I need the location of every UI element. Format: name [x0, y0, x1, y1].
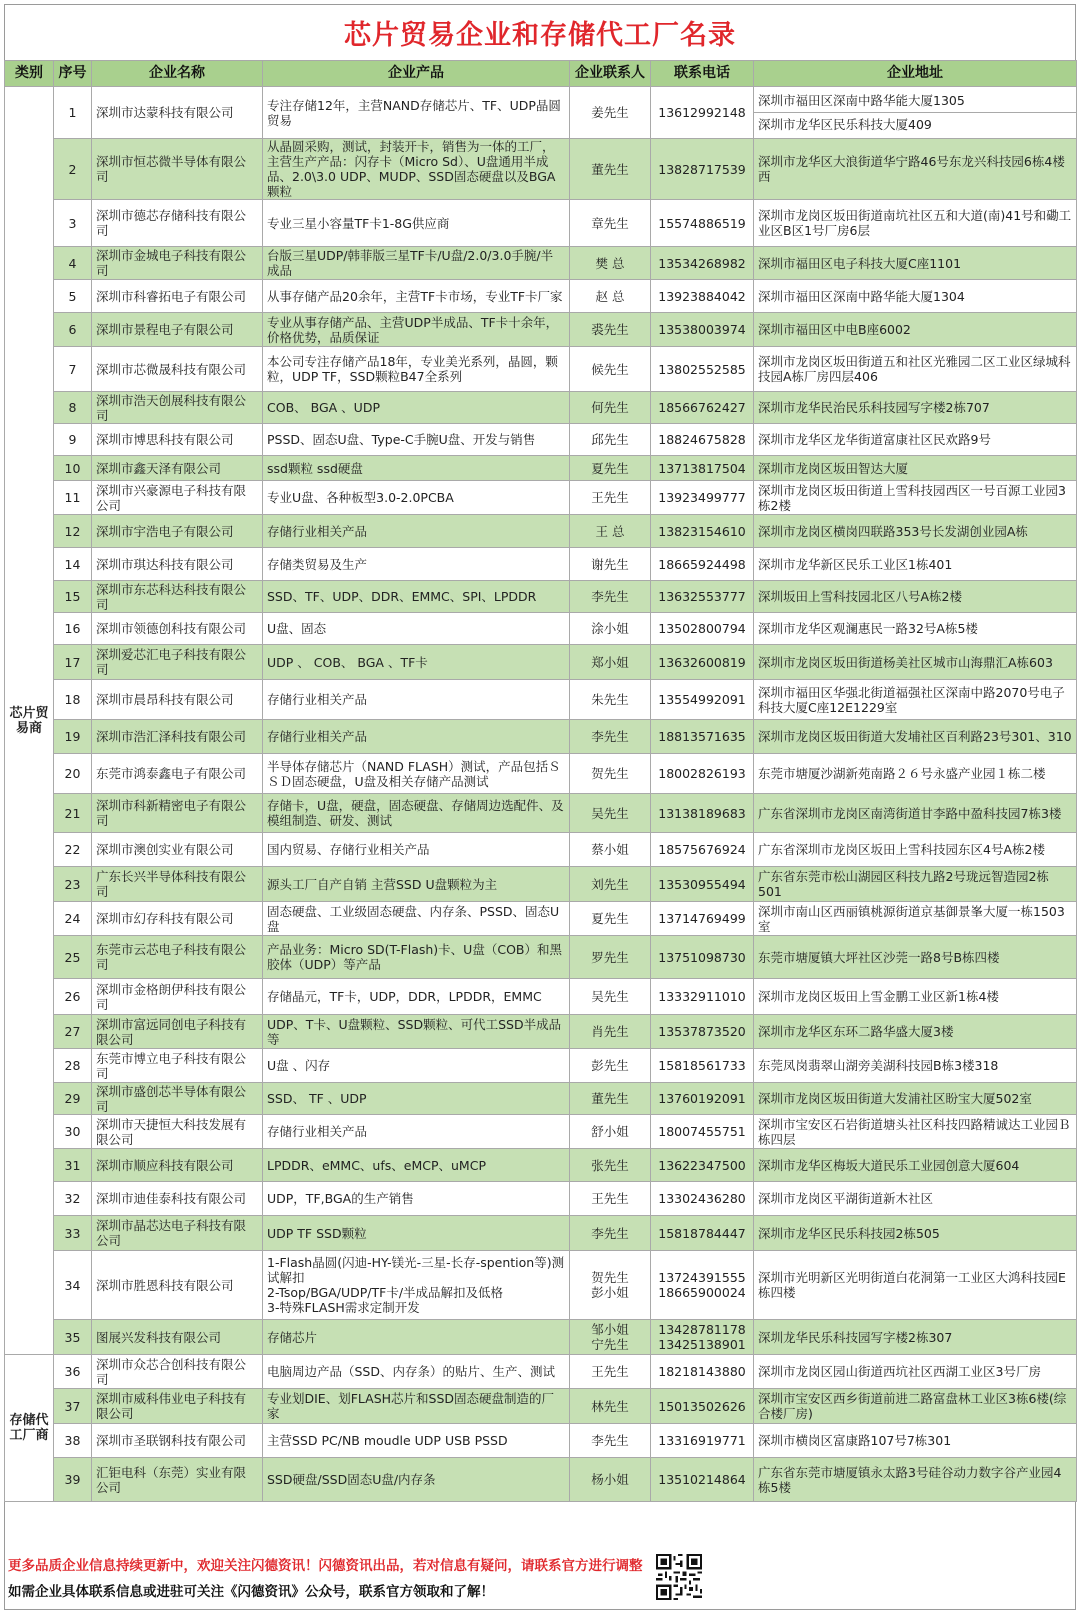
company-product: 主营SSD PC/NB moudle UDP USB PSSD — [263, 1424, 570, 1458]
company-product: 固态硬盘、工业级固态硬盘、内存条、PSSD、固态U盘 — [263, 902, 570, 936]
company-address: 深圳市光明新区光明街道白花洞第一工业区大鸿科技园E栋四楼 — [754, 1251, 1077, 1320]
company-product: 存储芯片 — [263, 1320, 570, 1355]
contact-phone: 18824675828 — [651, 424, 754, 456]
contact-person: 吴先生 — [570, 979, 651, 1015]
company-address: 深圳市龙华区观澜惠民一路32号A栋5楼 — [754, 613, 1077, 645]
contact-phone: 13760192091 — [651, 1083, 754, 1115]
table-row — [5, 1355, 1077, 1389]
company-name: 深圳市宇浩电子有限公司 — [92, 515, 263, 548]
row-number: 16 — [54, 613, 92, 645]
company-name: 深圳市德芯存储科技有限公司 — [92, 200, 263, 247]
company-name: 深圳市兴豪源电子科技有限公司 — [92, 481, 263, 515]
contact-phone: 13537873520 — [651, 1015, 754, 1049]
company-product: 从事存储产品20余年，主营TF卡市场，专业TF卡厂家 — [263, 280, 570, 313]
contact-person: 涂小姐 — [570, 613, 651, 645]
contact-phone: 18566762427 — [651, 392, 754, 424]
company-product: 专业划DIE、划FLASH芯片和SSD固态硬盘制造的厂家 — [263, 1389, 570, 1424]
company-address: 深圳龙华民乐科技园写字楼2栋307 — [754, 1320, 1077, 1355]
company-address: 深圳市龙岗区坂田街道五和社区光雅园二区工业区绿城科技园A栋厂房四层406 — [754, 347, 1077, 392]
contact-person: 张先生 — [570, 1149, 651, 1182]
company-address: 深圳市宝安区石岩街道塘头社区科技四路精诚达工业园Ｂ栋四层 — [754, 1115, 1077, 1149]
row-number: 34 — [54, 1251, 92, 1320]
company-name: 深圳爱芯汇电子科技有限公司 — [92, 645, 263, 680]
company-name: 深圳市晶芯达电子科技有限公司 — [92, 1216, 263, 1251]
row-number: 35 — [54, 1320, 92, 1355]
table-row — [5, 247, 1077, 280]
table-row — [5, 1115, 1077, 1149]
company-address: 深圳市龙岗区平湖街道新木社区 — [754, 1182, 1077, 1216]
contact-phone: 15818784447 — [651, 1216, 754, 1251]
table-row — [5, 347, 1077, 392]
company-product: LPDDR、eMMC、ufs、eMCP、uMCP — [263, 1149, 570, 1182]
table-row — [5, 1149, 1077, 1182]
company-product: SSD、TF、UDP、DDR、EMMC、SPI、LPDDR — [263, 581, 570, 613]
contact-phone: 13714769499 — [651, 902, 754, 936]
contact-phone: 13138189683 — [651, 794, 754, 833]
contact-person: 蔡小姐 — [570, 833, 651, 867]
row-number: 7 — [54, 347, 92, 392]
company-product: 专业U盘、各种板型3.0-2.0PCBA — [263, 481, 570, 515]
header-row — [5, 61, 1077, 87]
row-number: 10 — [54, 456, 92, 481]
contact-phone: 13802552585 — [651, 347, 754, 392]
header-product: 企业产品 — [263, 61, 570, 87]
table-row — [5, 1182, 1077, 1216]
company-product: 专业从事存储产品、主营UDP半成品、TF卡十余年，价格优势，品质保证 — [263, 313, 570, 347]
company-name: 深圳市金格朗伊科技有限公司 — [92, 979, 263, 1015]
contact-person: 李先生 — [570, 1216, 651, 1251]
company-name: 深圳市澳创实业有限公司 — [92, 833, 263, 867]
company-product: ssd颗粒 ssd硬盘 — [263, 456, 570, 481]
company-product: UDP，TF,BGA的生产销售 — [263, 1182, 570, 1216]
contact-person: 裘先生 — [570, 313, 651, 347]
contact-person: 朱先生 — [570, 680, 651, 720]
row-number: 18 — [54, 680, 92, 720]
table-row — [5, 1320, 1077, 1355]
company-address: 深圳市龙岗区坂田智达大厦 — [754, 456, 1077, 481]
row-number: 17 — [54, 645, 92, 680]
row-number: 25 — [54, 936, 92, 979]
table-row — [5, 645, 1077, 680]
header-no: 序号 — [54, 61, 92, 87]
contact-phone: 18813571635 — [651, 720, 754, 754]
company-product: 1-Flash晶圆(闪迪-HY-镁光-三星-长存-spention等)测试解扣 2-Tsop/BGA/UDP/TF卡/半成品解扣及低格 3-特殊FLASH需求定制开发 — [263, 1251, 570, 1320]
company-address: 东莞市塘厦镇大坪社区沙莞一路8号B栋四楼 — [754, 936, 1077, 979]
contact-phone: 13302436280 — [651, 1182, 754, 1216]
contact-person: 章先生 — [570, 200, 651, 247]
company-product: 存储晶元，TF卡，UDP，DDR，LPDDR，EMMC — [263, 979, 570, 1015]
company-product: 存储行业相关产品 — [263, 680, 570, 720]
row-number: 11 — [54, 481, 92, 515]
company-address: 深圳市龙华区龙华街道富康社区民欢路9号 — [754, 424, 1077, 456]
table-row — [5, 1216, 1077, 1251]
contact-person: 贺先生 彭小姐 — [570, 1251, 651, 1320]
contact-person: 董先生 — [570, 139, 651, 200]
company-name: 深圳市达蒙科技有限公司 — [92, 87, 263, 139]
company-address: 深圳市福田区深南中路华能大厦1304 — [754, 280, 1077, 313]
table-row — [5, 754, 1077, 794]
company-address — [754, 87, 1077, 139]
contact-phone: 18007455751 — [651, 1115, 754, 1149]
table-row — [5, 515, 1077, 548]
company-name: 深圳市众芯合创科技有限公司 — [92, 1355, 263, 1389]
row-number: 14 — [54, 548, 92, 581]
company-product: UDP 、 COB、 BGA 、TF卡 — [263, 645, 570, 680]
table-row — [5, 720, 1077, 754]
table-row — [5, 481, 1077, 515]
company-product: U盘、固态 — [263, 613, 570, 645]
table-row — [5, 424, 1077, 456]
contact-phone: 13316919771 — [651, 1424, 754, 1458]
category-oem: 存储代 工厂商 — [5, 1355, 54, 1502]
contact-phone: 18218143880 — [651, 1355, 754, 1389]
company-product: 源头工厂自产自销 主营SSD U盘颗粒为主 — [263, 867, 570, 902]
company-address: 深圳坂田上雪科技园北区八号A栋2楼 — [754, 581, 1077, 613]
table-row — [5, 794, 1077, 833]
contact-phone: 13823154610 — [651, 515, 754, 548]
table-row — [5, 867, 1077, 902]
contact-phone: 13632600819 — [651, 645, 754, 680]
header-address: 企业地址 — [754, 61, 1077, 87]
contact-person: 肖先生 — [570, 1015, 651, 1049]
table-row — [5, 936, 1077, 979]
contact-person: 邹小姐 宁先生 — [570, 1320, 651, 1355]
contact-phone: 13534268982 — [651, 247, 754, 280]
company-address: 深圳市龙华民治民乐科技园写字楼2栋707 — [754, 392, 1077, 424]
contact-phone: 13923884042 — [651, 280, 754, 313]
company-product: 存储行业相关产品 — [263, 1115, 570, 1149]
company-address-secondary: 深圳市龙华区民乐科技大厦409 — [758, 117, 932, 132]
contact-person: 舒小姐 — [570, 1115, 651, 1149]
contact-person: 李先生 — [570, 720, 651, 754]
table-row — [5, 87, 1077, 139]
company-name: 东莞市鸿泰鑫电子有限公司 — [92, 754, 263, 794]
row-number: 8 — [54, 392, 92, 424]
table-row — [5, 392, 1077, 424]
company-address: 深圳市龙岗区坂田街道大发浦社区盼宝大厦502室 — [754, 1083, 1077, 1115]
contact-phone: 13751098730 — [651, 936, 754, 979]
company-product: 国内贸易、存储行业相关产品 — [263, 833, 570, 867]
table-row — [5, 680, 1077, 720]
company-product: 存储卡，U盘，硬盘，固态硬盘、存储周边选配件、及模组制造、研发、测试 — [263, 794, 570, 833]
company-address: 深圳市龙岗区坂田街道大发埔社区百利路23号301、310 — [754, 720, 1077, 754]
contact-person: 李先生 — [570, 1424, 651, 1458]
company-address: 深圳市横岗区富康路107号7栋301 — [754, 1424, 1077, 1458]
contact-phone: 13632553777 — [651, 581, 754, 613]
contact-person: 刘先生 — [570, 867, 651, 902]
contact-phone: 13332911010 — [651, 979, 754, 1015]
row-number: 3 — [54, 200, 92, 247]
table-row — [5, 902, 1077, 936]
company-name: 深圳市天捷恒大科技发展有限公司 — [92, 1115, 263, 1149]
row-number: 31 — [54, 1149, 92, 1182]
company-name: 深圳市金城电子科技有限公司 — [92, 247, 263, 280]
contact-person: 王 总 — [570, 515, 651, 548]
company-product: 从晶圆采购，测试，封装开卡，销售为一体的工厂，主营生产产品：闪存卡（Micro Sd）、U盘通用半成品、2.0\3.0 UDP、MUDP、SSD固态硬盘以及BGA颗粒 — [263, 139, 570, 200]
row-number: 39 — [54, 1458, 92, 1502]
company-product: PSSD、固态U盘、Type-C手腕U盘、开发与销售 — [263, 424, 570, 456]
contact-person: 罗先生 — [570, 936, 651, 979]
contact-person: 夏先生 — [570, 902, 651, 936]
company-name: 深圳市富远同创电子科技有限公司 — [92, 1015, 263, 1049]
table-row — [5, 979, 1077, 1015]
company-product: 电脑周边产品（SSD、内存条）的贴片、生产、测试 — [263, 1355, 570, 1389]
row-number: 6 — [54, 313, 92, 347]
company-name: 深圳市盛创芯半导体有限公司 — [92, 1083, 263, 1115]
contact-phone: 13554992091 — [651, 680, 754, 720]
contact-phone: 13828717539 — [651, 139, 754, 200]
company-address: 广东省东莞市松山湖园区科技九路2号珑远智造园2栋501 — [754, 867, 1077, 902]
table-row — [5, 613, 1077, 645]
row-number: 36 — [54, 1355, 92, 1389]
company-product: 存储行业相关产品 — [263, 720, 570, 754]
contact-person: 贺先生 — [570, 754, 651, 794]
company-product: SSD、 TF 、UDP — [263, 1083, 570, 1115]
company-address: 深圳市龙岗区园山街道西坑社区西湖工业区3号厂房 — [754, 1355, 1077, 1389]
contact-phone: 13713817504 — [651, 456, 754, 481]
company-address: 深圳市福田区中电B座6002 — [754, 313, 1077, 347]
company-name: 深圳市东芯科达科技有限公司 — [92, 581, 263, 613]
company-product: COB、 BGA 、UDP — [263, 392, 570, 424]
company-name: 深圳市领德创科技有限公司 — [92, 613, 263, 645]
company-address: 深圳市宝安区西乡街道前进二路富盘林工业区3栋6楼(综合楼厂房) — [754, 1389, 1077, 1424]
table-row — [5, 548, 1077, 581]
table-row — [5, 280, 1077, 313]
company-name: 深圳市琪达科技有限公司 — [92, 548, 263, 581]
company-product: U盘 、闪存 — [263, 1049, 570, 1083]
table-row — [5, 581, 1077, 613]
company-name: 深圳市浩汇泽科技有限公司 — [92, 720, 263, 754]
contact-person: 夏先生 — [570, 456, 651, 481]
table-row — [5, 1424, 1077, 1458]
company-address: 广东省深圳市龙岗区坂田上雪科技园东区4号A栋2楼 — [754, 833, 1077, 867]
table-row — [5, 833, 1077, 867]
contact-person: 姜先生 — [570, 87, 651, 139]
company-product: 专业三星小容量TF卡1-8G供应商 — [263, 200, 570, 247]
row-number: 28 — [54, 1049, 92, 1083]
contact-phone: 15574886519 — [651, 200, 754, 247]
company-product: 台版三星UDP/韩菲版三星TF卡/U盘/2.0/3.0手腕/半成品 — [263, 247, 570, 280]
contact-person: 彭先生 — [570, 1049, 651, 1083]
company-address: 深圳市南山区西丽镇桃源街道京基御景峯大厦一栋1503室 — [754, 902, 1077, 936]
company-address: 广东省深圳市龙岗区南湾街道甘李路中盈科技园7栋3楼 — [754, 794, 1077, 833]
row-number: 15 — [54, 581, 92, 613]
company-name: 深圳市芯微晟科技有限公司 — [92, 347, 263, 392]
company-address: 深圳市龙岗区坂田街道杨美社区城市山海鼎汇A栋603 — [754, 645, 1077, 680]
contact-person: 王先生 — [570, 1355, 651, 1389]
contact-phone: 13530955494 — [651, 867, 754, 902]
footer-contact-info: 如需企业具体联系信息或进驻可关注《闪德资讯》公众号，联系官方领取和了解！ — [8, 1584, 494, 1600]
contact-person: 王先生 — [570, 481, 651, 515]
company-address: 东莞市塘厦沙湖新苑南路２６号永盛产业园１栋二楼 — [754, 754, 1077, 794]
header-category: 类别 — [5, 61, 54, 87]
contact-phone: 13428781178 13425138901 — [651, 1320, 754, 1355]
company-name: 深圳市科睿拓电子有限公司 — [92, 280, 263, 313]
contact-person: 候先生 — [570, 347, 651, 392]
contact-phone: 18002826193 — [651, 754, 754, 794]
company-name: 图展兴发科技有限公司 — [92, 1320, 263, 1355]
company-address: 深圳市福田区华强北街道福强社区深南中路2070号电子科技大厦C座12E1229室 — [754, 680, 1077, 720]
company-address: 深圳市龙华新区民乐工业区1栋401 — [754, 548, 1077, 581]
row-number: 12 — [54, 515, 92, 548]
row-number: 21 — [54, 794, 92, 833]
row-number: 20 — [54, 754, 92, 794]
contact-person: 邱先生 — [570, 424, 651, 456]
contact-person: 郑小姐 — [570, 645, 651, 680]
contact-person: 董先生 — [570, 1083, 651, 1115]
contact-person: 樊 总 — [570, 247, 651, 280]
company-name: 深圳市幻存科技有限公司 — [92, 902, 263, 936]
table-row — [5, 139, 1077, 200]
row-number: 5 — [54, 280, 92, 313]
company-product: 存储类贸易及生产 — [263, 548, 570, 581]
contact-phone: 15818561733 — [651, 1049, 754, 1083]
contact-person: 杨小姐 — [570, 1458, 651, 1502]
row-number: 32 — [54, 1182, 92, 1216]
row-number: 22 — [54, 833, 92, 867]
table-row — [5, 313, 1077, 347]
footer — [4, 1548, 1076, 1610]
table-row — [5, 1389, 1077, 1424]
company-name: 深圳市顺应科技有限公司 — [92, 1149, 263, 1182]
footer-notice: 更多品质企业信息持续更新中，欢迎关注闪德资讯！闪德资讯出品，若对信息有疑问，请联系官方进行调整 — [8, 1558, 643, 1574]
company-name: 深圳市博思科技有限公司 — [92, 424, 263, 456]
row-number: 27 — [54, 1015, 92, 1049]
contact-person: 吴先生 — [570, 794, 651, 833]
header-contact: 企业联系人 — [570, 61, 651, 87]
company-address: 深圳市龙华区东环二路华盛大厦3楼 — [754, 1015, 1077, 1049]
company-product: SSD硬盘/SSD固态U盘/内存条 — [263, 1458, 570, 1502]
company-name: 东莞市博立电子科技有限公司 — [92, 1049, 263, 1083]
contact-phone: 13612992148 — [651, 87, 754, 139]
contact-person: 何先生 — [570, 392, 651, 424]
company-name: 深圳市景程电子有限公司 — [92, 313, 263, 347]
table-row — [5, 1083, 1077, 1115]
company-name: 深圳市晨昂科技有限公司 — [92, 680, 263, 720]
contact-phone: 18575676924 — [651, 833, 754, 867]
contact-phone: 13923499777 — [651, 481, 754, 515]
contact-phone: 13502800794 — [651, 613, 754, 645]
row-number: 24 — [54, 902, 92, 936]
table-row — [5, 1049, 1077, 1083]
row-number: 38 — [54, 1424, 92, 1458]
company-address: 深圳市龙岗区坂田街道上雪科技园西区一号百源工业园3栋2楼 — [754, 481, 1077, 515]
company-name: 汇钜电科（东莞）实业有限公司 — [92, 1458, 263, 1502]
company-name: 深圳市科新精密电子有限公司 — [92, 794, 263, 833]
company-product: 本公司专注存储产品18年，专业美光系列，晶圆，颗粒，UDP TF，SSD颗粒B47全系列 — [263, 347, 570, 392]
company-product: 半导体存储芯片（NAND FLASH）测试，产品包括ＳＳＤ固态硬盘，U盘及相关存储产品测试 — [263, 754, 570, 794]
row-number: 37 — [54, 1389, 92, 1424]
row-number: 9 — [54, 424, 92, 456]
contact-person: 谢先生 — [570, 548, 651, 581]
company-address: 深圳市龙岗区坂田上雪金鹏工业区新1栋4楼 — [754, 979, 1077, 1015]
company-product: 专注存储12年，主营NAND存储芯片、TF、UDP晶圆贸易 — [263, 87, 570, 139]
row-number: 30 — [54, 1115, 92, 1149]
row-number: 19 — [54, 720, 92, 754]
company-address-primary: 深圳市福田区深南中路华能大厦1305 — [754, 89, 1076, 113]
row-number: 33 — [54, 1216, 92, 1251]
contact-person: 林先生 — [570, 1389, 651, 1424]
contact-phone: 13510214864 — [651, 1458, 754, 1502]
category-trade: 芯片贸 易商 — [5, 87, 54, 1355]
company-name: 深圳市迪佳泰科技有限公司 — [92, 1182, 263, 1216]
company-name: 深圳市恒芯微半导体有限公司 — [92, 139, 263, 200]
page-title: 芯片贸易企业和存储代工厂名录 — [344, 19, 736, 51]
company-address: 广东省东莞市塘厦镇永太路3号硅谷动力数字谷产业园4栋5楼 — [754, 1458, 1077, 1502]
company-name: 东莞市云芯电子科技有限公司 — [92, 936, 263, 979]
company-name: 深圳市威科伟业电子科技有限公司 — [92, 1389, 263, 1424]
qr-code-icon[interactable] — [656, 1554, 702, 1600]
company-address: 深圳市龙华区大浪街道华宁路46号东龙兴科技园6栋4楼西 — [754, 139, 1077, 200]
row-number: 2 — [54, 139, 92, 200]
row-number: 23 — [54, 867, 92, 902]
table-row — [5, 456, 1077, 481]
table-row — [5, 1015, 1077, 1049]
directory-table — [4, 60, 1077, 1502]
row-number: 26 — [54, 979, 92, 1015]
company-name: 广东长兴半导体科技有限公司 — [92, 867, 263, 902]
contact-person: 赵 总 — [570, 280, 651, 313]
company-address: 深圳市龙华区民乐科技园2栋505 — [754, 1216, 1077, 1251]
row-number: 1 — [54, 87, 92, 139]
table-row — [5, 1251, 1077, 1320]
company-name: 深圳市浩天创展科技有限公司 — [92, 392, 263, 424]
company-product: UDP、T卡、U盘颗粒、SSD颗粒、可代工SSD半成品等 — [263, 1015, 570, 1049]
row-number: 4 — [54, 247, 92, 280]
contact-phone: 18665924498 — [651, 548, 754, 581]
company-product: 产品业务：Micro SD(T-Flash)卡、U盘（COB）和黑胶体（UDP）等产品 — [263, 936, 570, 979]
contact-phone: 13622347500 — [651, 1149, 754, 1182]
company-name: 深圳市鑫天泽有限公司 — [92, 456, 263, 481]
row-number: 29 — [54, 1083, 92, 1115]
table-row — [5, 200, 1077, 247]
contact-phone: 15013502626 — [651, 1389, 754, 1424]
company-address: 深圳市龙岗区坂田街道南坑社区五和大道(南)41号和磡工业区B区1号厂房6层 — [754, 200, 1077, 247]
company-address: 深圳市龙岗区横岗四联路353号长发湖创业园A栋 — [754, 515, 1077, 548]
company-address: 深圳市龙华区梅坂大道民乐工业园创意大厦604 — [754, 1149, 1077, 1182]
company-address: 深圳市福田区电子科技大厦C座1101 — [754, 247, 1077, 280]
contact-person: 王先生 — [570, 1182, 651, 1216]
company-product: UDP TF SSD颗粒 — [263, 1216, 570, 1251]
header-phone: 联系电话 — [651, 61, 754, 87]
company-address: 东莞凤岗翡翠山湖旁美湖科技园B栋3楼318 — [754, 1049, 1077, 1083]
table-row — [5, 1458, 1077, 1502]
contact-person: 李先生 — [570, 581, 651, 613]
company-name: 深圳市圣联钢科技有限公司 — [92, 1424, 263, 1458]
company-product: 存储行业相关产品 — [263, 515, 570, 548]
header-name: 企业名称 — [92, 61, 263, 87]
contact-phone: 13724391555 18665900024 — [651, 1251, 754, 1320]
contact-phone: 13538003974 — [651, 313, 754, 347]
company-name: 深圳市胜恩科技有限公司 — [92, 1251, 263, 1320]
